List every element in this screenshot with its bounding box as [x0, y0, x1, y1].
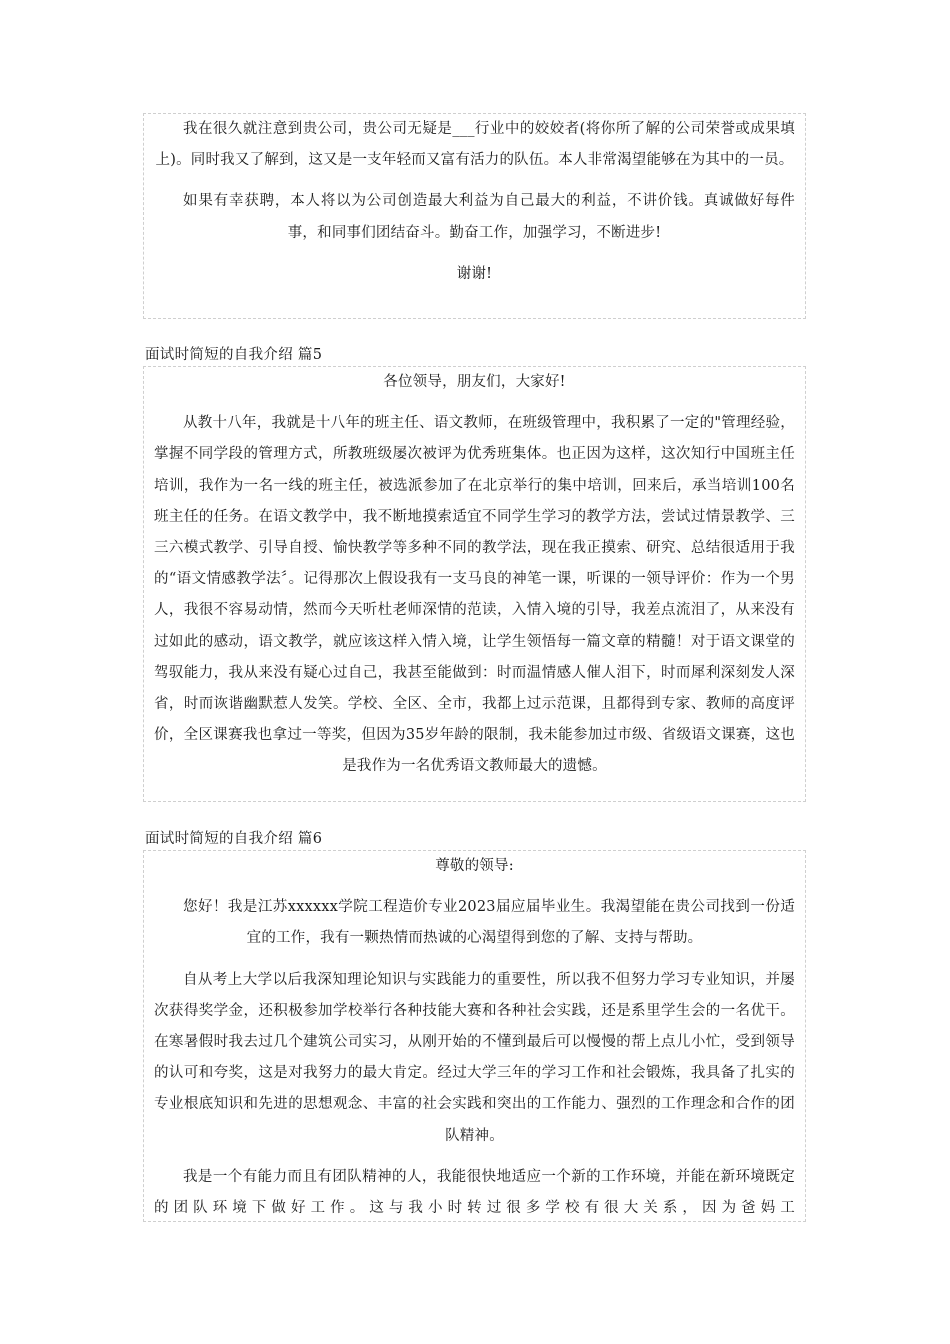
paragraph-gap: [144, 955, 805, 965]
section5-heading: 面试时简短的自我介绍 篇5: [145, 347, 323, 363]
greeting: 各位领导，朋友们，大家好!: [383, 374, 566, 390]
closing-thanks: 谢谢!: [456, 265, 493, 282]
paragraph: 我是一个有能力而且有团队精神的人，我能很快地适应一个新的工作环境，并能在新环境既定的团队环境下做好工作。这与我小时转过很多学校有很大关系，因为爸妈工: [154, 1168, 795, 1217]
section6-heading: 面试时简短的自我介绍 篇6: [145, 831, 323, 847]
paragraph: 自从考上大学以后我深知理论知识与实践能力的重要性，所以我不但努力学习专业知识，并屡次获得奖学金，还积极参加学校举行各种技能大赛和各种社会实践，还是系里学生会的一名优干。在寒暑假时我去过几个建筑公司实习，从刚开始的不懂到最后可以慢慢的帮上点儿小忙，受到领导的认可和夸奖，这是对我努力的最大肯定。经过大学三年的学习工作和社会锻炼，我具备了扎实的专业根底知识和先进的思想观念、丰富的社会实践和突出的工作能力、强烈的工作理念和合作的团队精神。: [154, 971, 795, 1144]
section4-content-box: [143, 113, 806, 319]
paragraph-gap: [144, 176, 805, 186]
paragraph: 如果有幸获聘，本人将以为公司创造最大利益为自己最大的利益，不讲价钱。真诚做好每件事，和同事们团结奋斗。勤奋工作，加强学习，不断进步!: [183, 193, 795, 241]
paragraph-gap: [144, 398, 805, 408]
paragraph-gap: [144, 1152, 805, 1162]
greeting: 尊敬的领导:: [435, 858, 514, 874]
paragraph-gap: [144, 249, 805, 259]
section6-content-box: [143, 850, 806, 1222]
paragraph: 我在很久就注意到贵公司，贵公司无疑是___行业中的姣姣者(将你所了解的公司荣誉或成果填上)。同时我又了解到，这又是一支年轻而又富有活力的队伍。本人非常渴望能够在为其中的一员。: [155, 121, 795, 169]
paragraph: 您好！我是江苏xxxxxx学院工程造价专业2023届应届毕业生。我渴望能在贵公司找到一份适宜的工作，我有一颗热情而热诚的心渴望得到您的了解、支持与帮助。: [183, 899, 795, 947]
paragraph: 从教十八年，我就是十八年的班主任、语文教师，在班级管理中，我积累了一定的"管理经验，掌握不同学段的管理方式，所教班级屡次被评为优秀班集体。也正因为这样，这次知行中国班主任培训，我作为一名一线的班主任，被选派参加了在北京举行的集中培训，回来后，承当培训100名班主任的任务。在语文教学中，我不断地摸索适宜不同学生学习的教学方法，尝试过情景教学、三三六模式教学、引导自授、愉快教学等多种不同的教学法，现在我正摸索、研究、总结很适用于我的“语文情感教学法〞。记得那次上假设我有一支马良的神笔一课，听课的一领导评价：作为一个男人，我很不容易动情，然而今天听杜老师深情的范读，入情入境的引导，我差点流泪了，从来没有过如此的感动，语文教学，就应该这样入情入境，让学生领悟每一篇文章的精髓！对于语文课堂的驾驭能力，我从来没有疑心过自己，我甚至能做到：时而温情感人催人泪下，时而犀利深刻发人深省，时而诙谐幽默惹人发笑。学校、全区、全市，我都上过示范课，且都得到专家、教师的高度评价，全区课赛我也拿过一等奖，但因为35岁年龄的限制，我未能参加过市级、省级语文课赛，这也是我作为一名优秀语文教师最大的遗憾。: [154, 415, 795, 775]
section5-content-box: [143, 366, 806, 802]
paragraph-gap: [144, 882, 805, 892]
